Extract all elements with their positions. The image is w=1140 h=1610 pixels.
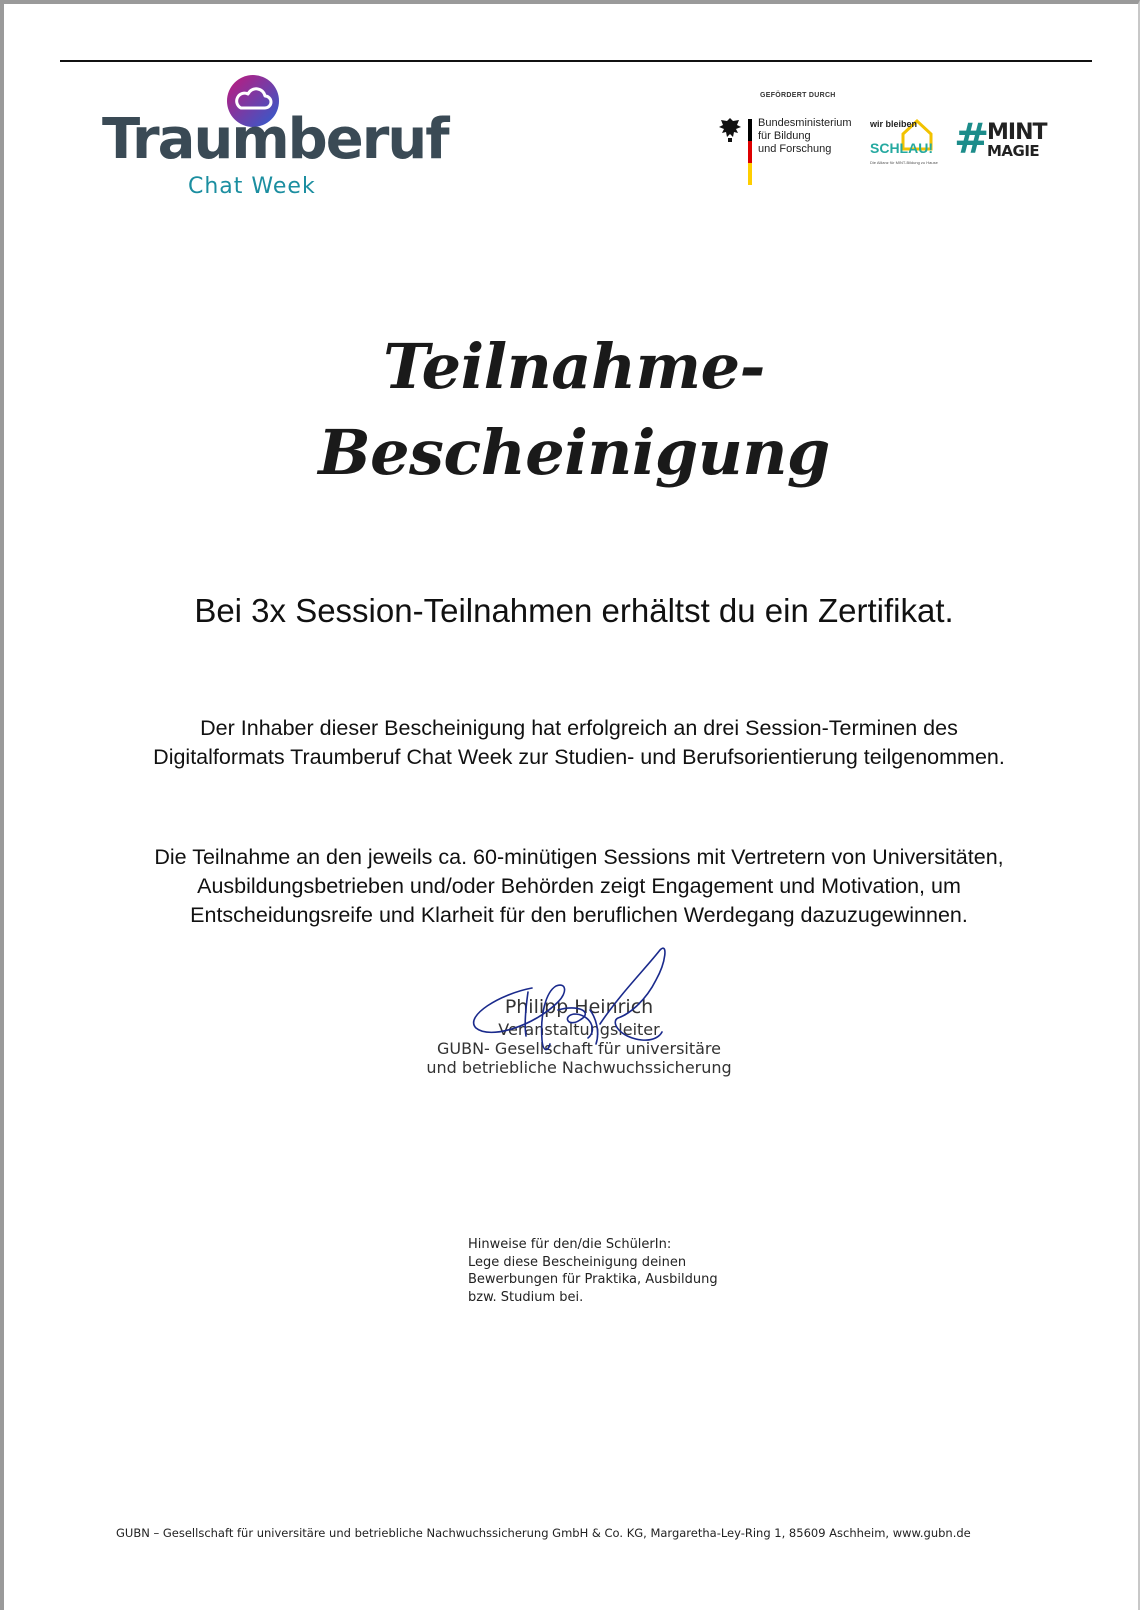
schlau-top-text: wir bleiben xyxy=(870,119,918,129)
signatory-org-line: und betriebliche Nachwuchssicherung xyxy=(426,1058,732,1077)
signatory-org-line: GUBN- Gesellschaft für universitäre xyxy=(437,1039,721,1058)
participation-paragraph xyxy=(64,714,1094,772)
traumberuf-logo xyxy=(102,72,447,202)
handwritten-signature xyxy=(470,944,690,1064)
bmbf-line: und Forschung xyxy=(758,143,832,155)
hash-mark: # xyxy=(954,114,990,163)
engagement-paragraph xyxy=(64,843,1094,930)
certificate-title-line1: Teilnahme- xyxy=(383,330,765,403)
signatory-name: Philipp Heinrich xyxy=(504,996,654,1018)
signatory-role: Veranstaltungsleiter xyxy=(498,1020,660,1039)
bmbf-line: Bundesministerium xyxy=(758,117,852,129)
paragraph-line: Entscheidungsreife und Klarheit für den beruflichen Werdegang dazuzugewinnen. xyxy=(190,903,968,927)
magie-word: MAGIE xyxy=(987,142,1040,160)
bmbf-logo xyxy=(718,117,858,187)
certificate-headline: Bei 3x Session-Teilnahmen erhältst du ein Zertifikat. xyxy=(194,592,954,629)
paragraph-line: Digitalformats Traumberuf Chat Week zur Studien- und Berufsorientierung teilgenommen. xyxy=(153,745,1005,769)
notes-line: bzw. Studium bei. xyxy=(468,1289,584,1305)
schlau-main-text: SCHLAU! xyxy=(870,140,933,156)
brand-name: Traumberuf xyxy=(102,107,448,172)
schlau-tagline: Die Allianz für MINT-Bildung zu Hause xyxy=(870,160,938,165)
paragraph-line: Der Inhaber dieser Bescheinigung hat erfolgreich an drei Session-Terminen des xyxy=(200,716,958,740)
paragraph-line: Die Teilnahme an den jeweils ca. 60-minütigen Sessions mit Vertretern von Universitäten, xyxy=(154,845,1004,869)
german-flag-stripe xyxy=(748,119,752,185)
mint-word: MINT xyxy=(987,120,1047,145)
wir-bleiben-schlau-logo xyxy=(870,118,938,170)
footer-address: GUBN – Gesellschaft für universitäre und betriebliche Nachwuchssicherung GmbH & Co. KG, Margaretha-Ley-Ring 1, 85609 Aschheim, www.gubn.de xyxy=(116,1526,971,1540)
header-rule xyxy=(60,60,1092,62)
notes-line: Lege diese Bescheinigung deinen xyxy=(468,1254,687,1270)
notes-line: Bewerbungen für Praktika, Ausbildung xyxy=(468,1272,718,1287)
student-notes xyxy=(468,1236,718,1306)
sponsor-heading: GEFÖRDERT DURCH xyxy=(760,92,836,99)
notes-line: Hinweise für den/die SchülerIn: xyxy=(468,1237,672,1252)
bmbf-line: für Bildung xyxy=(758,130,811,142)
federal-eagle-icon xyxy=(718,117,742,143)
certificate-title-line2: Bescheinigung xyxy=(318,416,830,489)
brand-subtitle: Chat Week xyxy=(188,174,316,199)
paragraph-line: Ausbildungsbetrieben und/oder Behörden zeigt Engagement und Motivation, um xyxy=(197,874,961,898)
bmbf-text xyxy=(758,117,852,156)
